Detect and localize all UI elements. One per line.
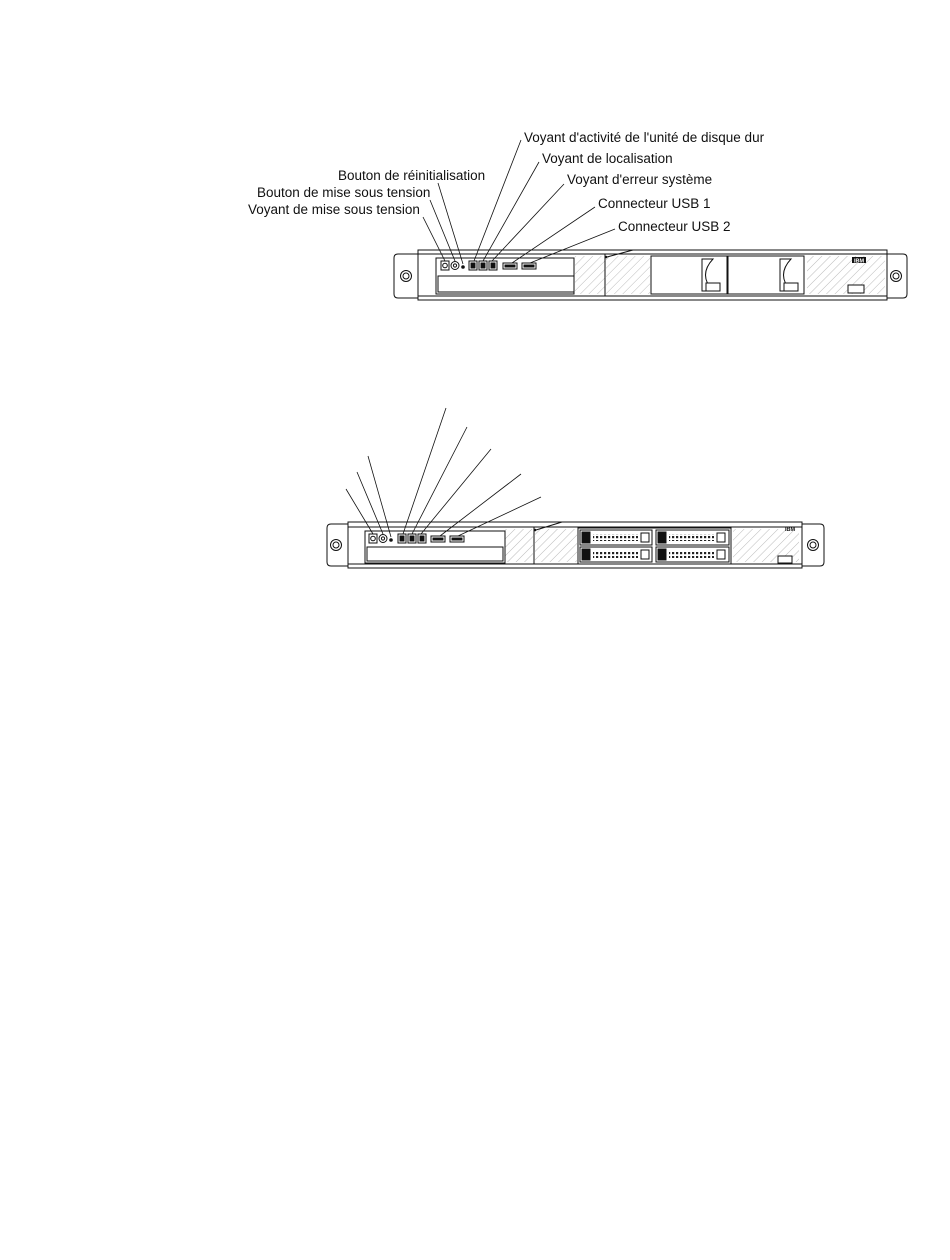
optical-drive-slot (438, 276, 574, 292)
usb-port-icon[interactable] (503, 263, 517, 269)
power-button-icon[interactable] (441, 261, 449, 270)
drive-bay-icon[interactable] (580, 530, 652, 545)
rack-ear-right (887, 254, 907, 298)
usb-port-icon[interactable] (522, 263, 536, 269)
led-icon (398, 534, 426, 543)
label-usb-connector-2: Connecteur USB 2 (618, 219, 731, 234)
brand-logo (785, 527, 796, 533)
drive-bay-icon[interactable] (580, 547, 652, 562)
label-power-led: Voyant de mise sous tension (248, 202, 420, 217)
rack-ear-right (802, 524, 824, 566)
label-usb-connector-1: Connecteur USB 1 (598, 196, 711, 211)
power-led-icon (390, 539, 393, 542)
svg-text:IBM: IBM (784, 527, 796, 533)
server-bottom (327, 522, 824, 568)
usb-port-icon[interactable] (431, 536, 445, 542)
power-led-icon (462, 266, 465, 269)
server-top (394, 250, 907, 300)
optical-drive-slot (367, 547, 503, 561)
leader-lines-top (423, 140, 615, 264)
drive-bay-icon[interactable] (656, 547, 729, 562)
power-button-icon[interactable] (369, 534, 377, 543)
label-system-error-led: Voyant d'erreur système (567, 172, 713, 187)
leader-lines-bottom (346, 408, 541, 537)
rack-ear-left (327, 524, 348, 566)
label-locator-led: Voyant de localisation (542, 151, 673, 166)
drive-bay-icon[interactable] (656, 530, 729, 545)
rack-ear-left (394, 254, 418, 298)
label-reset-button: Bouton de réinitialisation (338, 168, 486, 183)
label-hdd-activity-led: Voyant d'activité de l'unité de disque dur (524, 130, 765, 145)
drive-bay-icon[interactable] (651, 256, 727, 294)
led-icon (469, 261, 497, 270)
brand-logo (852, 257, 866, 264)
drive-bay-icon[interactable] (728, 256, 804, 294)
usb-port-icon[interactable] (450, 536, 464, 542)
label-power-button: Bouton de mise sous tension (257, 185, 431, 200)
svg-text:IBM: IBM (853, 258, 865, 265)
